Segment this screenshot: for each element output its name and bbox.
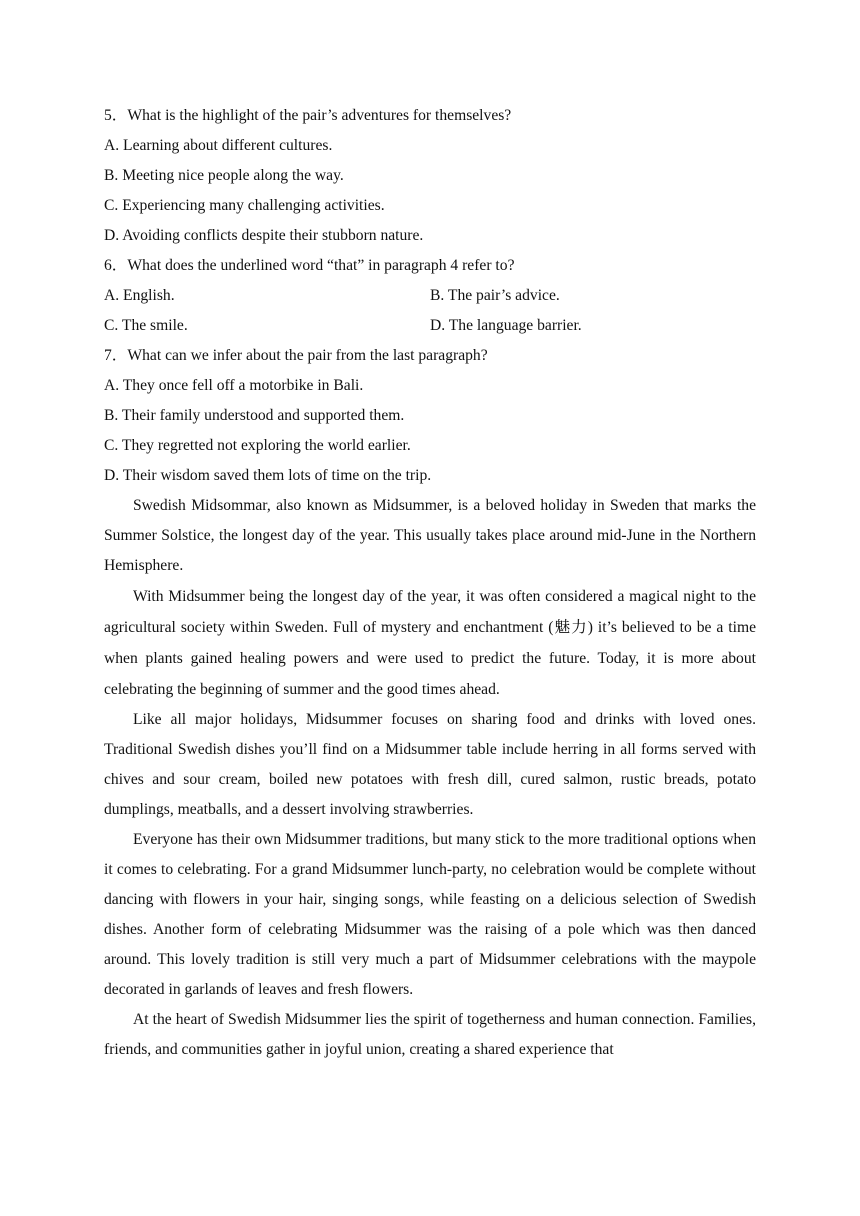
option-c: C. They regretted not exploring the world earlier. — [104, 437, 411, 454]
question-text: What can we infer about the pair from the last paragraph? — [127, 347, 488, 364]
passage-paragraph-4: Everyone has their own Midsummer traditions, but many stick to the more traditional options when it comes to celebrating. For a grand Midsummer lunch-party, no celebration would be complete without dancing with flowers in your hair, singing songs, while feasting on a delicious selection of Swedish dishes. Another form of celebrating Midsummer was the raising of a pole which was then danced around. This lovely tradition is still very much a part of Midsummer celebrations with the maypole decorated in garlands of leaves and fresh flowers. — [104, 831, 756, 998]
options-row-1 — [104, 281, 756, 311]
question-text: What is the highlight of the pair’s adventures for themselves? — [127, 107, 512, 124]
question-5: 5．What is the highlight of the pair’s adventures for themselves? — [104, 107, 512, 124]
option-a: A. They once fell off a motorbike in Bali. — [104, 377, 364, 394]
option-d: D. Their wisdom saved them lots of time on the trip. — [104, 467, 432, 484]
passage-paragraph-5: At the heart of Swedish Midsummer lies the spirit of togetherness and human connection. Families, friends, and communities gather in joyful union, creating a shared experience that — [104, 1011, 756, 1058]
question-number: 5 — [104, 107, 112, 124]
option-c: C. Experiencing many challenging activities. — [104, 197, 385, 214]
option-a: A. English. — [104, 287, 175, 304]
passage-paragraph-1: Swedish Midsommar, also known as Midsummer, is a beloved holiday in Sweden that marks the Summer Solstice, the longest day of the year. This usually takes place around mid-June in the Northern Hemisphere. — [104, 497, 756, 574]
option-d: D. Avoiding conflicts despite their stubborn nature. — [104, 227, 424, 244]
question-6: 6．What does the underlined word “that” in paragraph 4 refer to? — [104, 257, 515, 274]
document-content — [104, 101, 756, 1065]
option-c: C. The smile. — [104, 317, 188, 334]
options-row-2 — [104, 311, 756, 341]
option-a: A. Learning about different cultures. — [104, 137, 333, 154]
option-b: B. Meeting nice people along the way. — [104, 167, 344, 184]
question-number: 6 — [104, 257, 112, 274]
question-text: What does the underlined word “that” in paragraph 4 refer to? — [127, 257, 515, 274]
passage-paragraph-3: Like all major holidays, Midsummer focuses on sharing food and drinks with loved ones. Traditional Swedish dishes you’ll find on a Midsummer table include herring in all forms served with chives and sour cream, boiled new potatoes with fresh dill, cured salmon, rustic breads, potato dumplings, meatballs, and a dessert involving strawberries. — [104, 711, 756, 818]
option-d: D. The language barrier. — [430, 317, 582, 334]
question-number: 7 — [104, 347, 112, 364]
passage-paragraph-2: With Midsummer being the longest day of the year, it was often considered a magical night to the agricultural society within Sweden. Full of mystery and enchantment (魅力) it’s believed to be a time when plants gained healing powers and were used to predict the future. Today, it is more about celebrating the beginning of summer and the good times ahead. — [104, 588, 756, 698]
option-b: B. The pair’s advice. — [430, 287, 560, 304]
question-7: 7．What can we infer about the pair from the last paragraph? — [104, 347, 488, 364]
option-b: B. Their family understood and supported them. — [104, 407, 405, 424]
